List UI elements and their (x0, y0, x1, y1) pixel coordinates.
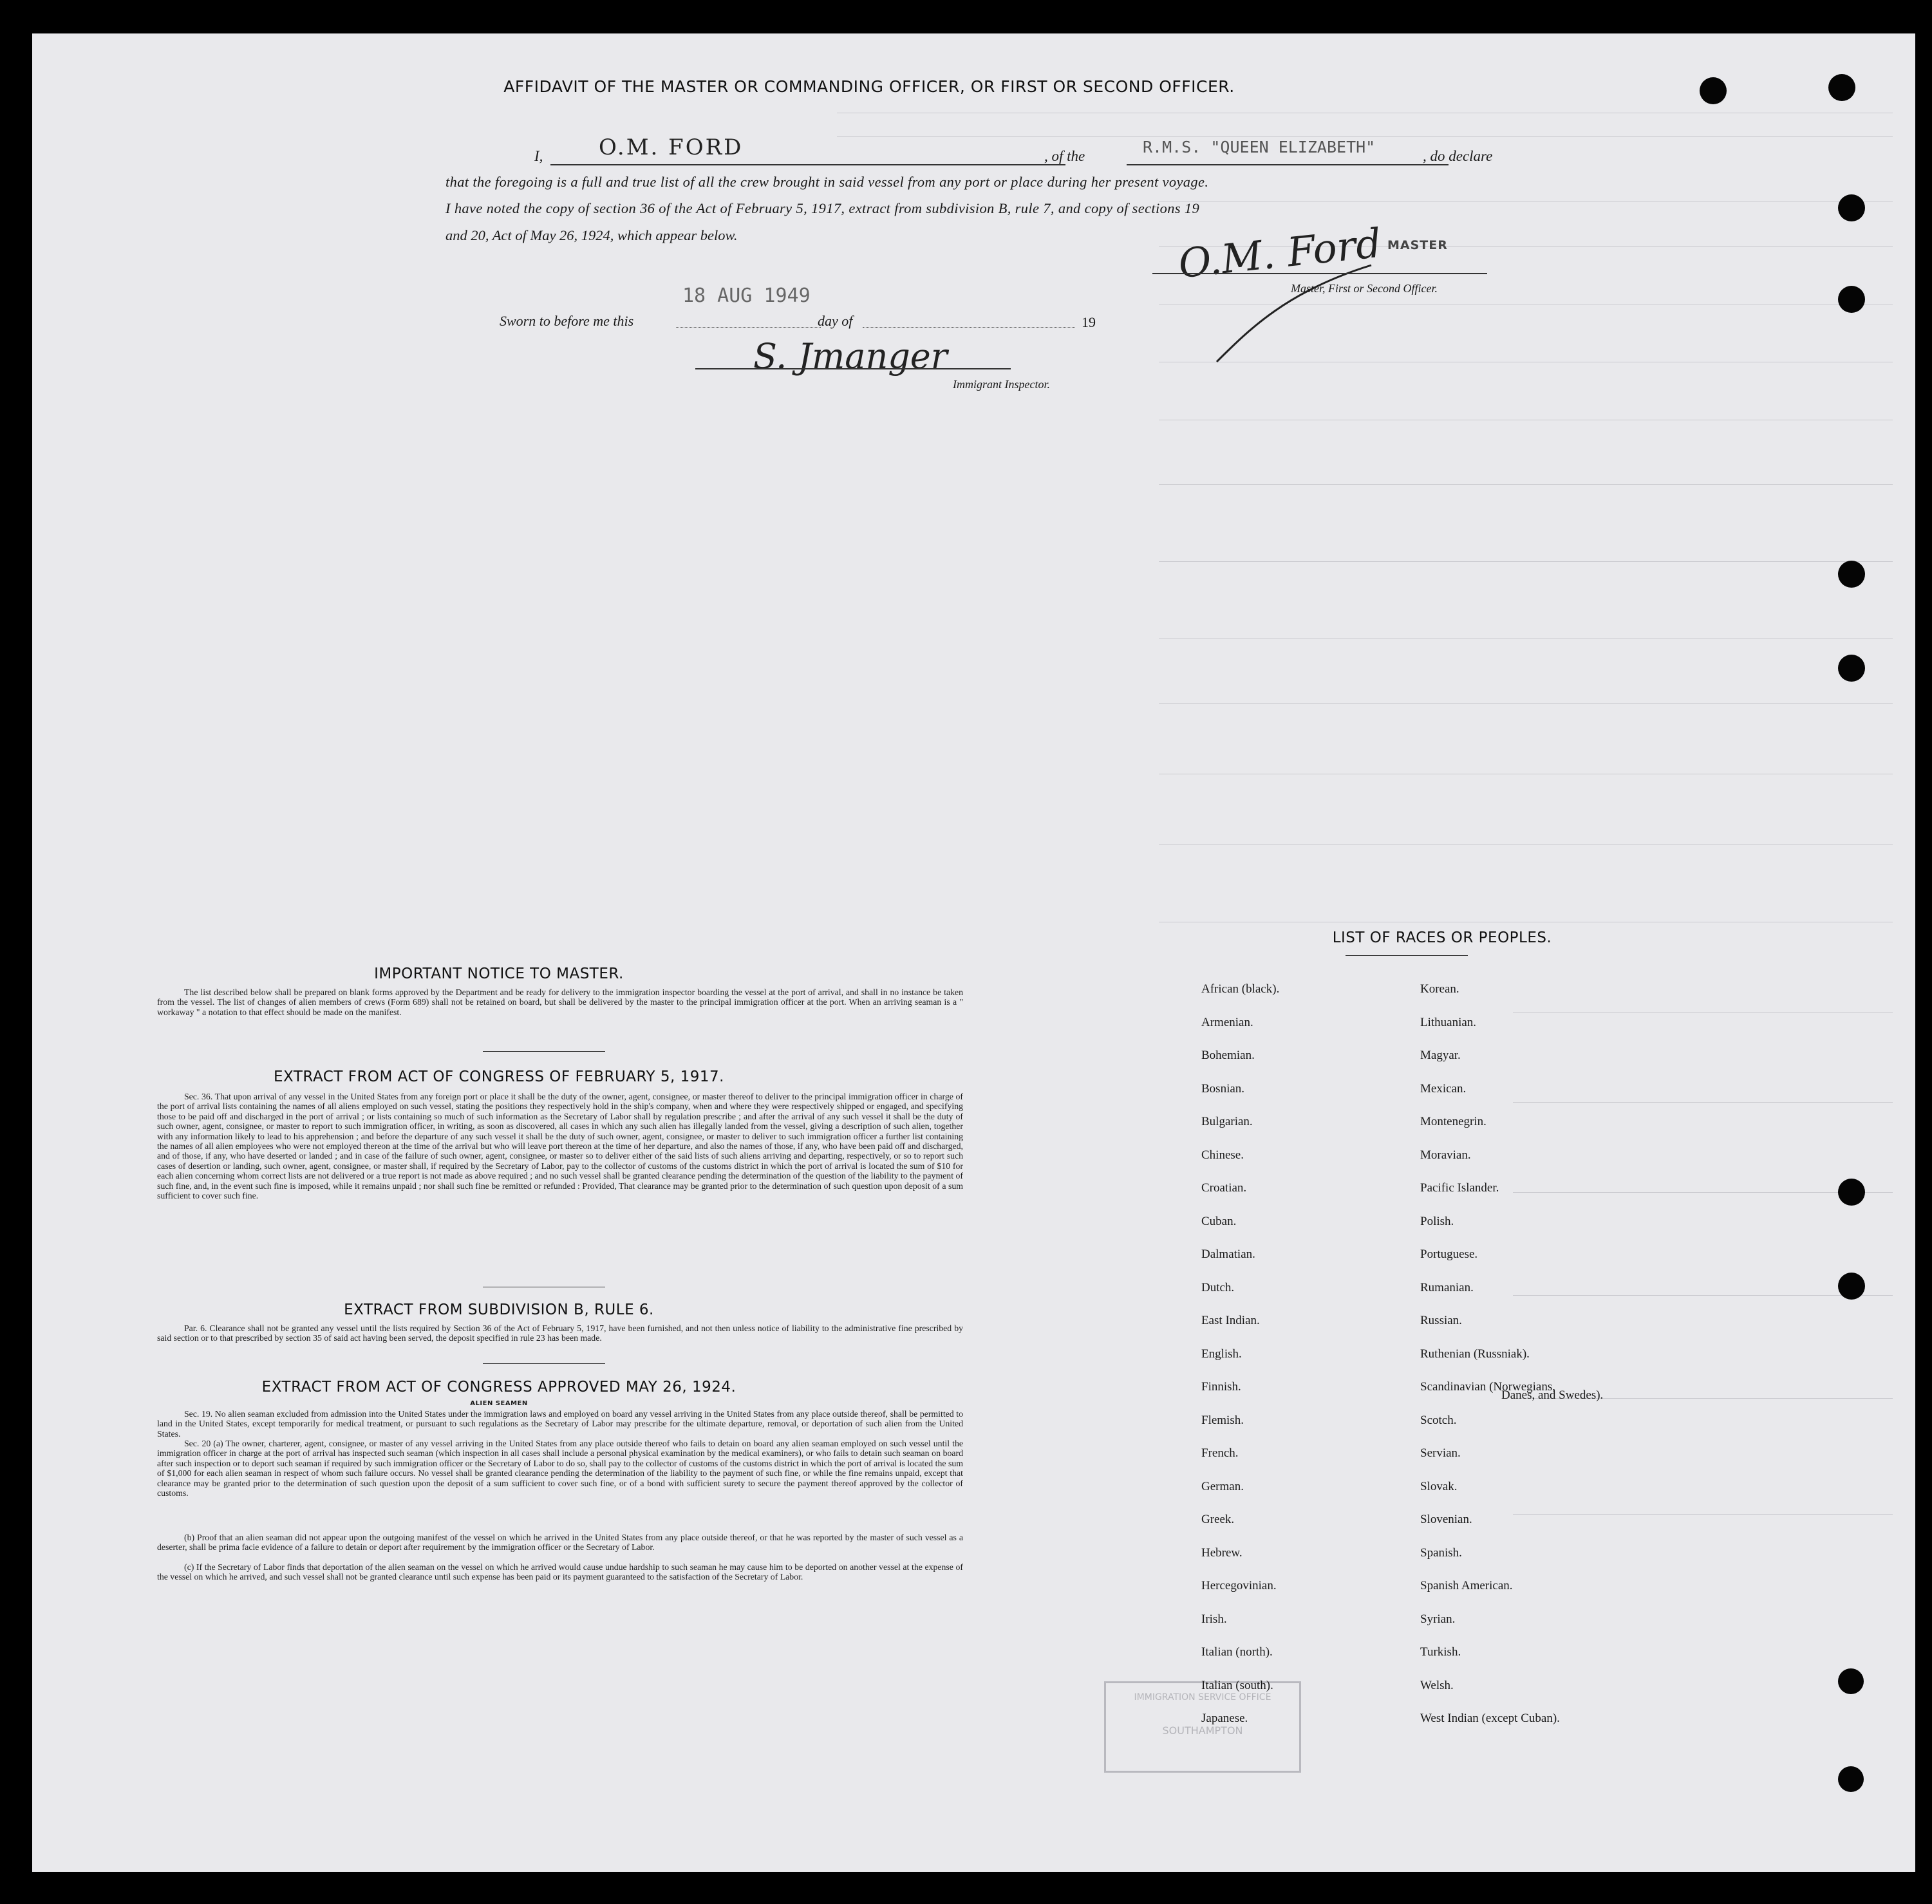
race-item: Japanese. (1201, 1712, 1248, 1725)
name-rule (550, 164, 1065, 165)
notice-title: IMPORTANT NOTICE TO MASTER. (374, 966, 624, 982)
race-item: Scotch. (1420, 1413, 1457, 1427)
race-item: Dalmatian. (1201, 1247, 1255, 1261)
vessel-name: R.M.S. "QUEEN ELIZABETH" (1143, 138, 1376, 156)
race-item: Chinese. (1201, 1148, 1244, 1162)
master-stamp: MASTER (1387, 238, 1448, 252)
race-item: Italian (north). (1201, 1645, 1273, 1659)
race-item: Moravian. (1420, 1148, 1471, 1162)
extract-1917-body: Sec. 36. That upon arrival of any vessel in the United States from any foreign port or place it shall be the duty of the owner, agent, consignee, or master thereof to deliver to the principal immigration officer in charge of the port of arrival lists containing the names of all aliens employed on such vessel, stating the positions they respectively hold in the ship's company, when and where they were respectively shipped or engaged, and specifying those to be paid off and discharged in the port of arrival ; or lists containing so much of such information as the Secretary of Labor shall by regulation prescribe ; and after the arrival of any such vessel it shall be the duty of such owner, agent, consignee, or master to report to such immigration officer, in writing, as soon as discovered, all cases in which any such alien has illegally landed from the vessel, giving a description of such alien, together with any information likely to lead to his apprehension ; and before the departure of any such vessel it shall be the duty of such owner, agent, consignee, or master to deliver to such immigration officer a further list containing the names of all alien employees who were not employed thereon at the time of the arrival but who will leave port thereon at the time of her departure, and also the names of those, if any, who have been paid off and discharged, and of those, if any, who have deserted or landed ; and in case of the failure of such owner, agent, consignee, or master so to deliver either of the said lists of such aliens arriving and departing, respectively, or so to report such cases of desertion or landing, such owner, agent, consignee, or master shall, if required by the Secretary of Labor, pay to the collector of customs of the customs district in which the port of arrival is located the sum of $10 for each alien concerning whom correct lists are not delivered or a true report is not made as above required ; and no such vessel shall be granted clearance pending the determination of the question of the liability to the payment of such fine, and, in the event such fine is imposed, while it remains unpaid ; nor shall such fine be remitted or refunded : Provided, That clearance may be granted prior to the determination of such question upon deposit of a sum sufficient to cover such fine. (157, 1092, 963, 1201)
inspector-caption: Immigrant Inspector. (953, 378, 1050, 391)
extract-1917-title: EXTRACT FROM ACT OF CONGRESS OF FEBRUARY 5, 1917. (273, 1069, 724, 1085)
race-item: Armenian. (1201, 1015, 1253, 1029)
race-item: Welsh. (1420, 1678, 1454, 1692)
sworn-date-rule (676, 327, 821, 328)
bleed-line (837, 136, 1893, 137)
bleed-line (1513, 1012, 1893, 1013)
race-item: Lithuanian. (1420, 1015, 1477, 1029)
divider (483, 1051, 605, 1052)
race-item: Servian. (1420, 1446, 1461, 1460)
affidavit-line-2: that the foregoing is a full and true list of all the crew brought in said vessel from any port or place during her present voyage. (445, 174, 1209, 190)
race-item: Russian. (1420, 1314, 1462, 1327)
year-prefix: 19 (1082, 314, 1096, 330)
race-item: Turkish. (1420, 1645, 1461, 1659)
punch-hole (1828, 74, 1855, 101)
day-of-label: day of (818, 313, 853, 329)
race-item: German. (1201, 1479, 1244, 1493)
race-item: Bulgarian. (1201, 1115, 1253, 1128)
bleed-line (1513, 1295, 1893, 1296)
race-item: Slovenian. (1420, 1513, 1472, 1526)
race-item: English. (1201, 1347, 1242, 1361)
inspector-signature: S. Jmanger (753, 336, 948, 377)
subdivision-b-title: EXTRACT FROM SUBDIVISION B, RULE 6. (344, 1302, 654, 1318)
race-item: Spanish. (1420, 1545, 1462, 1560)
race-item: French. (1201, 1446, 1239, 1460)
race-item: Magyar. (1420, 1049, 1461, 1062)
i-label: I, (534, 148, 543, 164)
divider (483, 1363, 605, 1364)
master-signature: O.M. Ford (1176, 219, 1384, 288)
race-item: Finnish. (1201, 1380, 1241, 1394)
do-declare-label: , do declare (1423, 148, 1493, 164)
races-title: LIST OF RACES OR PEOPLES. (1332, 929, 1552, 946)
bleed-line (1513, 1192, 1893, 1193)
race-item: Greek. (1201, 1513, 1235, 1526)
subdivision-b-body: Par. 6. Clearance shall not be granted any vessel until the lists required by Section 36 of the Act of February 5, 1917, have been furnished, and not then unless notice of liability to the administrative fine prescribed by said section or to that prescribed by section 35 of said act having been served, the deposit specified in rule 23 has been made. (157, 1323, 963, 1343)
affidavit-line-4: and 20, Act of May 26, 1924, which appear below. (445, 227, 738, 243)
sec-20c-body: (c) If the Secretary of Labor finds that deportation of the alien seaman on the vessel on which he arrived would cause undue hardship to such seaman he may cause him to be deported on another vessel at the expense of the vessel on which he arrived, and such vessel shall not be granted clearance until such expense has been paid or its payment guaranteed to the satisfaction of the Secretary of Labor. (157, 1562, 963, 1582)
office-stamp-line-1: IMMIGRATION SERVICE OFFICE (1134, 1692, 1271, 1703)
punch-hole (1838, 194, 1865, 221)
race-continuation: Danes, and Swedes). (1501, 1388, 1604, 1402)
affidavit-title: AFFIDAVIT OF THE MASTER OR COMMANDING OFFICER, OR FIRST OR SECOND OFFICER. (503, 77, 1235, 96)
master-name: O.M. FORD (599, 135, 744, 160)
race-item: Dutch. (1201, 1280, 1235, 1294)
sworn-label: Sworn to before me this (500, 313, 634, 329)
bleed-line (1159, 561, 1893, 562)
affidavit-line-3: I have noted the copy of section 36 of the Act of February 5, 1917, extract from subdivision B, rule 7, and copy of sections 19 (445, 200, 1200, 216)
race-item: Italian (south). (1201, 1678, 1273, 1692)
race-item: Slovak. (1420, 1479, 1458, 1493)
office-stamp (1104, 1678, 1301, 1773)
signature-flourish (1210, 239, 1403, 368)
race-item: Ruthenian (Russniak). (1420, 1347, 1530, 1361)
document-page (32, 33, 1915, 1872)
race-item: East Indian. (1201, 1314, 1260, 1327)
punch-hole (1700, 77, 1727, 104)
sec-20b-body: (b) Proof that an alien seaman did not appear upon the outgoing manifest of the vessel on which he arrived in the United States from any place outside thereof, or that he was reported by the master of such vessel as a deserter, shall be prima facie evidence of a failure to detain or deport after requirement by the immigration officer or the Secretary of Labor. (157, 1533, 963, 1553)
month-rule (863, 327, 1075, 328)
race-item: Irish. (1201, 1612, 1227, 1626)
date-stamp: 18 AUG 1949 (682, 285, 811, 307)
punch-hole (1838, 561, 1865, 588)
inspector-rule (695, 368, 1011, 369)
race-item: Pacific Islander. (1420, 1181, 1499, 1195)
race-item: Polish. (1420, 1214, 1454, 1228)
vessel-rule (1127, 164, 1449, 165)
office-stamp-line-2: SOUTHAMPTON (1162, 1724, 1243, 1737)
punch-hole (1838, 1668, 1864, 1694)
signature-caption: Master, First or Second Officer. (1291, 282, 1438, 295)
race-item: Hebrew. (1201, 1545, 1243, 1560)
bleed-line (1159, 484, 1893, 485)
race-item: Bosnian. (1201, 1081, 1245, 1096)
race-item: African (black). (1201, 982, 1280, 996)
race-item: Bohemian. (1201, 1049, 1255, 1062)
bleed-line (1513, 1102, 1893, 1103)
race-item: West Indian (except Cuban). (1420, 1712, 1560, 1725)
race-item: Rumanian. (1420, 1280, 1474, 1294)
punch-hole (1838, 1179, 1865, 1206)
race-item: Cuban. (1201, 1214, 1237, 1228)
race-item: Scandinavian (Norwegians, (1420, 1380, 1555, 1394)
bleed-line (1513, 1514, 1893, 1515)
bleed-line (1159, 703, 1893, 704)
race-item: Hercegovinian. (1201, 1579, 1277, 1592)
punch-hole (1838, 1273, 1865, 1300)
races-divider (1346, 955, 1468, 956)
punch-hole (1838, 1766, 1864, 1792)
extract-1924-title: EXTRACT FROM ACT OF CONGRESS APPROVED MAY 26, 1924. (261, 1379, 736, 1395)
alien-seamen-subtitle: ALIEN SEAMEN (470, 1400, 528, 1407)
punch-hole (1838, 286, 1865, 313)
notice-body: The list described below shall be prepared on blank forms approved by the Department and be ready for delivery to the immigration inspector boarding the vessel at the port of arrival, and shall in no instance be taken from the vessel. The list of changes of alien members of crews (Form 689) shall not be retained on board, but shall be delivered by the master to the principal immigration officer at the port. When an arriving seaman is a " workaway " a notation to that effect should be made on the manifest. (157, 987, 963, 1017)
signature-rule (1152, 273, 1487, 274)
race-item: Croatian. (1201, 1181, 1247, 1195)
race-item: Mexican. (1420, 1081, 1467, 1096)
sec-20a-body: Sec. 20 (a) The owner, charterer, agent, consignee, or master of any vessel arriving in the United States from any place outside thereof who fails to detain on board any alien seaman employed on such vessel until the immigration officer in charge at the port of arrival has inspected such seaman (which inspection in all cases shall include a personal physical examination by the medical examiners), or who fails to detain such seaman on board after such inspection or to deport such seaman if required by such immigration officer or the Secretary of Labor to do so, shall pay to the collector of customs of the customs district in which the port of arrival is located the sum of $1,000 for each alien seaman in respect of whom such failure occurs. No vessel shall be granted clearance pending the determination of the liability to the payment of such fine, or while the fine remains unpaid, except that clearance may be granted prior to the determination of such question upon the deposit of a sum sufficient to cover such fine, or of a bond with sufficient surety to secure the payment thereof approved by the collector of customs. (157, 1439, 963, 1498)
of-the-label: , of the (1044, 148, 1085, 164)
race-item: Korean. (1420, 982, 1459, 996)
race-item: Portuguese. (1420, 1247, 1478, 1261)
race-item: Spanish American. (1420, 1579, 1513, 1592)
punch-hole (1838, 655, 1865, 682)
race-item: Flemish. (1201, 1413, 1244, 1427)
race-item: Montenegrin. (1420, 1115, 1487, 1128)
sec-19-body: Sec. 19. No alien seaman excluded from admission into the United States under the immigration laws and employed on board any vessel arriving in the United States from any place outside thereof, shall be permitted to land in the United States, except temporarily for medical treatment, or pursuant to such regulations as the Secretary of Labor may prescribe for the ultimate departure, removal, or deportation of such alien from the United States. (157, 1409, 963, 1439)
race-item: Syrian. (1420, 1612, 1456, 1626)
